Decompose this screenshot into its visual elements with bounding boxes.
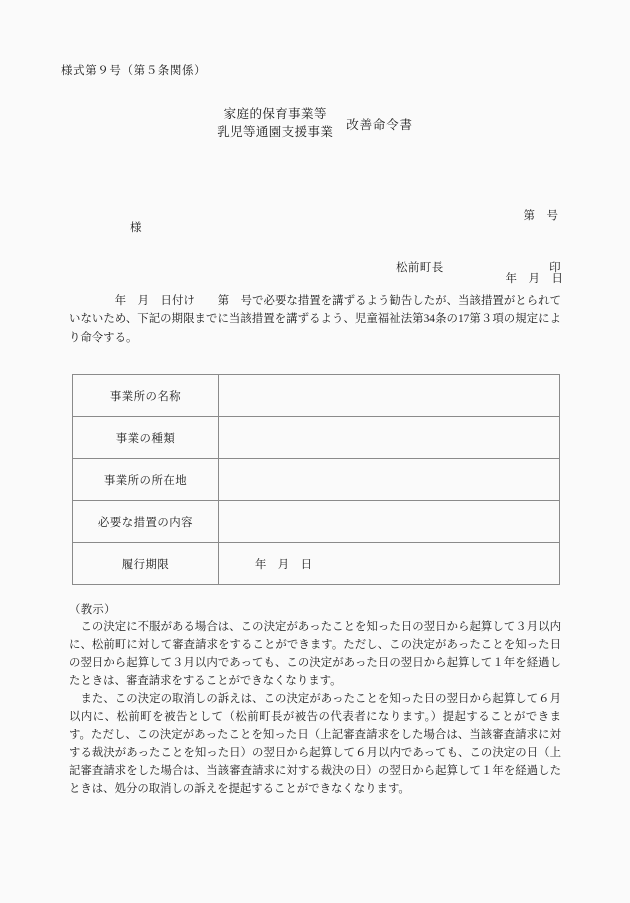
row-value[interactable] — [219, 501, 560, 543]
instructions-paragraph-1: この決定に不服がある場合は、この決定があったことを知った日の翌日から起算して３月以内に、松前町に対して審査請求をすることができます。ただし、この決定があったことを知った日の翌日から起算して３月以内であっても、この決定があった日の翌日から起算して１年を経過したときは、審査請求をすることができなくなります。 — [69, 621, 561, 688]
instructions-label: （教示） — [69, 604, 116, 616]
seal-mark: 印 — [549, 262, 561, 274]
title-stacked-subject — [217, 106, 333, 142]
document-date: 年 月 日 — [505, 273, 563, 286]
row-label: 事業所の名称 — [73, 375, 219, 417]
instructions-section — [69, 601, 561, 798]
instructions-paragraph-2: また、この決定の取消しの訴えは、この決定があったことを知った日の翌日から起算して６月以内に、松前町を被告として（松前町長が被告の代表者になります。）提起することができます。ただし、この決定があったことを知った日（上記審査請求をした場合は、当該審査請求に対する裁決があったことを知った日）の翌日から起算して６月以内であっても、この決定の日（上記審査請求をした場合は、当該審査請求に対する裁決の日）の翌日から起算して１年を経過したときは、処分の取消しの訴えを提起することができなくなります。 — [69, 693, 561, 796]
document-number: 第 号 — [523, 209, 558, 222]
table-row — [73, 417, 560, 459]
title-subject-line-1: 家庭的保育事業等 — [223, 107, 327, 121]
row-value[interactable] — [219, 375, 560, 417]
table-row — [73, 375, 560, 417]
row-label: 事業所の所在地 — [73, 459, 219, 501]
table-row — [73, 459, 560, 501]
document-title — [0, 106, 630, 142]
form-number: 様式第９号（第５条関係） — [61, 65, 207, 77]
issuer-block — [396, 259, 561, 275]
title-main-text: 改善命令書 — [346, 117, 413, 132]
row-value[interactable] — [219, 459, 560, 501]
body-paragraph: 年 月 日付け 第 号で必要な措置を講ずるよう勧告したが、当該措置がとられていないため、下記の期限までに当該措置を講ずるよう、児童福祉法第34条の17第３項の規定により命令する。 — [69, 295, 561, 344]
row-label: 必要な措置の内容 — [73, 501, 219, 543]
row-value[interactable] — [219, 417, 560, 459]
addressee-line: 様 — [130, 222, 142, 234]
business-info-table — [72, 374, 560, 585]
row-label: 事業の種類 — [73, 417, 219, 459]
table-row — [73, 501, 560, 543]
row-value[interactable]: 年 月 日 — [219, 543, 560, 585]
table-row — [73, 543, 560, 585]
table-body — [73, 375, 560, 585]
title-subject-line-2: 乳児等通園支援事業 — [217, 124, 334, 139]
row-label: 履行期限 — [73, 543, 219, 585]
issuer-name: 松前町長 — [396, 262, 444, 274]
